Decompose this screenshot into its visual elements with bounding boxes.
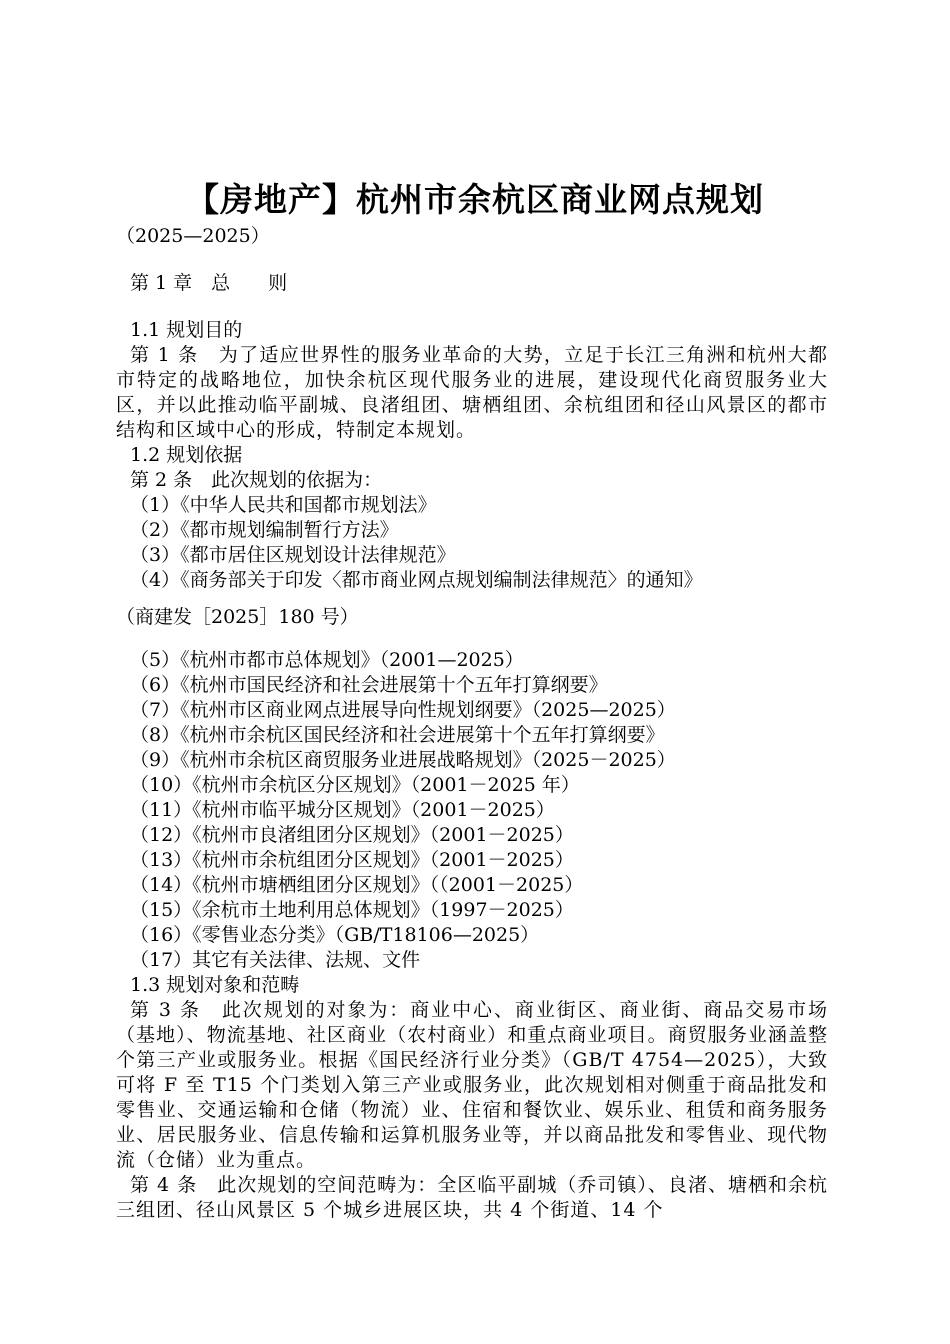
article-1: 第 1 条 为了适应世界性的服务业革命的大势，立足于长江三角洲和杭州大都市特定的战略地位，加快余杭区现代服务业的进展，建设现代化商贸服务业大区，并以此推动临平副城、良渚组团、塘栖组团、余杭组团和径山风景区的都市结构和区域中心的形成，特制定本规划。 (116, 344, 828, 441)
basis-item: （6）《杭州市国民经济和社会进展第十个五年打算纲要》 (130, 674, 608, 696)
basis-item-continuation: （商建发［2025］180 号） (116, 606, 359, 628)
document-body (116, 224, 828, 1223)
document-title: 【房地产】杭州市余杭区商业网点规划 (186, 180, 764, 219)
spacer (116, 593, 828, 605)
basis-item: （5）《杭州市都市总体规划》（2001—2025） (130, 649, 524, 671)
section-heading-1-2: 1.2 规划依据 (130, 444, 243, 466)
basis-item: （13）《杭州市余杭组团分区规划》（2001－2025） (130, 849, 574, 871)
basis-item: （11）《杭州市临平城分区规划》（2001－2025） (130, 799, 555, 821)
spacer (116, 249, 828, 271)
basis-item: （15）《余杭市土地利用总体规划》（1997－2025） (130, 899, 574, 921)
basis-item: （10）《杭州市余杭区分区规划》（2001－2025 年） (130, 774, 580, 796)
article-2: 第 2 条 此次规划的依据为： (130, 469, 383, 491)
spacer (116, 630, 828, 648)
document-subtitle: （2025—2025） (116, 225, 270, 247)
basis-item: （1）《中华人民共和国都市规划法》 (130, 494, 437, 516)
spacer (116, 296, 828, 318)
basis-item: （12）《杭州市良渚组团分区规划》（2001－2025） (130, 824, 574, 846)
basis-item: （14）《杭州市塘栖组团分区规划》（（2001－2025） (130, 874, 584, 896)
basis-item: （4）《商务部关于印发〈都市商业网点规划编制法律规范〉的通知》 (130, 569, 703, 591)
article-4: 第 4 条 此次规划的空间范畴为：全区临平副城（乔司镇）、良渚、塘栖和余杭三组团、径山风景区 5 个城乡进展区块，共 4 个街道、14 个 (116, 1174, 828, 1221)
basis-item: （8）《杭州市余杭区国民经济和社会进展第十个五年打算纲要》 (130, 724, 665, 746)
chapter-heading: 第 1 章 总 则 (130, 272, 288, 294)
basis-item: （3）《都市居住区规划设计法律规范》 (130, 544, 456, 566)
basis-item: （17）其它有关法律、法规、文件 (130, 949, 421, 971)
basis-item: （16）《零售业态分类》（GB/T18106—2025） (130, 924, 540, 946)
section-heading-1-1: 1.1 规划目的 (130, 319, 243, 341)
section-heading-1-3: 1.3 规划对象和范畴 (130, 974, 300, 996)
basis-item: （7）《杭州市区商业网点进展导向性规划纲要》（2025—2025） (130, 699, 676, 721)
basis-item: （9）《杭州市余杭区商贸服务业进展战略规划》（2025－2025） (130, 749, 676, 771)
basis-item: （2）《都市规划编制暂行方法》 (130, 519, 399, 541)
article-3: 第 3 条 此次规划的对象为：商业中心、商业街区、商业街、商品交易市场（基地）、物流基地、社区商业（农村商业）和重点商业项目。商贸服务业涵盖整个第三产业或服务业。根据《国民经济行业分类》（GB/T 4754—2025），大致可将 F 至 T15 个门类划入第三产业或服务业，此次规划相对侧重于商品批发和零售业、交通运输和仓储（物流）业、住宿和餐饮业、娱乐业、租赁和商务服务业、居民服务业、信息传输和运算机服务业等，并以商品批发和零售业、现代物流（仓储）业为重点。 (116, 999, 828, 1171)
